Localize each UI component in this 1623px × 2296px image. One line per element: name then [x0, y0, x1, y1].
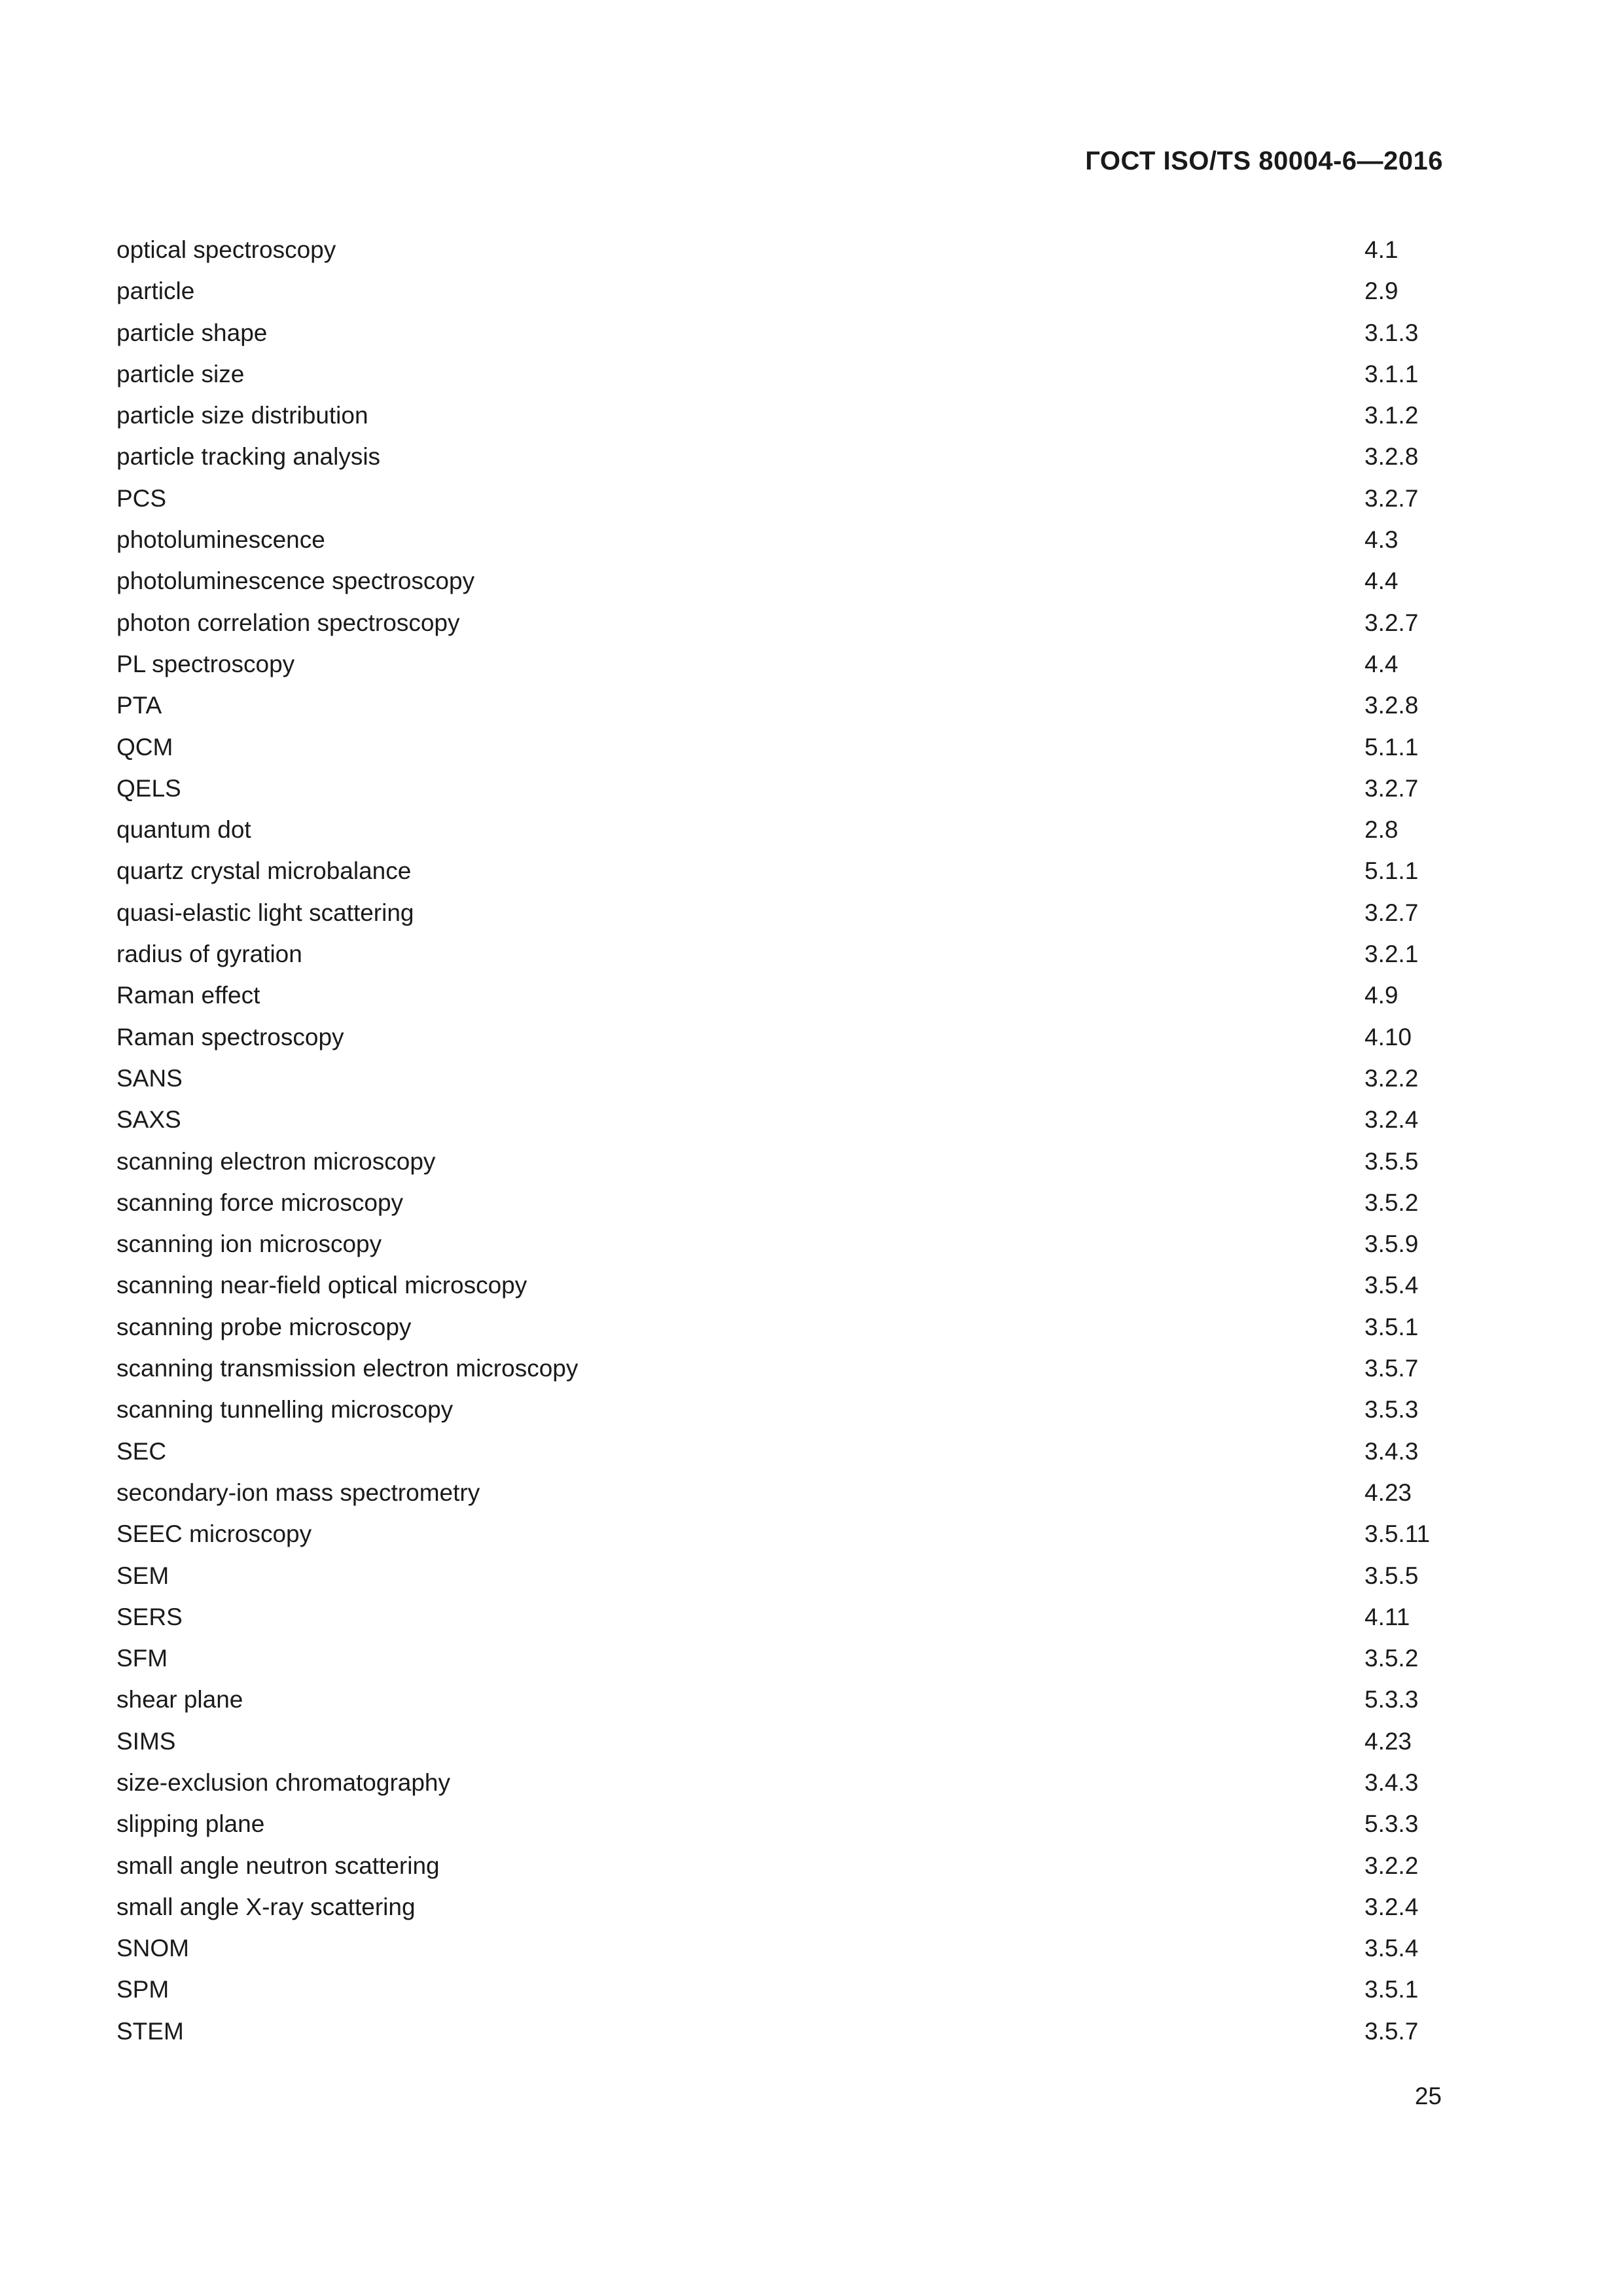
index-entry: [116, 731, 1445, 772]
index-section-ref: 4.4: [1364, 650, 1399, 677]
index-term: SEM: [116, 1562, 169, 1589]
index-section-ref: 4.23: [1364, 1727, 1412, 1755]
index-entry: [116, 1269, 1445, 1310]
index-term: scanning probe microscopy: [116, 1313, 412, 1340]
index-section-ref: 2.9: [1364, 278, 1399, 305]
index-section-ref: 2.8: [1364, 816, 1399, 844]
index-section-ref: 3.5.5: [1364, 1147, 1419, 1175]
standard-identifier-header: ГОСТ ISO/TS 80004-6—2016: [1085, 147, 1443, 175]
index-term: SERS: [116, 1603, 183, 1630]
index-entry: [116, 1062, 1445, 1103]
index-term: PCS: [116, 484, 167, 512]
index-section-ref: 3.2.7: [1364, 774, 1419, 802]
index-section-ref: 3.5.4: [1364, 1272, 1419, 1299]
index-term: SANS: [116, 1064, 183, 1092]
index-section-ref: 3.5.1: [1364, 1976, 1419, 2003]
index-entry: [116, 1021, 1445, 1062]
index-term: radius of gyration: [116, 941, 302, 968]
index-term: SNOM: [116, 1935, 189, 1962]
index-term: small angle neutron scattering: [116, 1852, 440, 1879]
index-entry: [116, 1683, 1445, 1725]
index-entry: [116, 440, 1445, 482]
index-entry: [116, 1850, 1445, 1891]
index-term: STEM: [116, 2017, 184, 2045]
index-term: SFM: [116, 1645, 168, 1672]
index-section-ref: 3.2.7: [1364, 609, 1419, 636]
index-entry: [116, 2015, 1445, 2056]
index-term: PTA: [116, 692, 162, 719]
index-section-ref: 3.5.2: [1364, 1645, 1419, 1672]
index-term: photoluminescence spectroscopy: [116, 567, 475, 595]
index-entry: [116, 1477, 1445, 1518]
index-entry: [116, 1601, 1445, 1642]
index-entry: [116, 482, 1445, 524]
index-entry: [116, 1187, 1445, 1228]
index-section-ref: 4.4: [1364, 567, 1399, 595]
index-entry: [116, 897, 1445, 938]
index-section-ref: 5.3.3: [1364, 1810, 1419, 1838]
index-section-ref: 4.23: [1364, 1479, 1412, 1506]
index-section-ref: 3.2.8: [1364, 692, 1419, 719]
index-term: secondary-ion mass spectrometry: [116, 1479, 480, 1506]
index-section-ref: 3.2.8: [1364, 443, 1419, 471]
index-term: scanning ion microscopy: [116, 1230, 382, 1258]
index-entry: [116, 1311, 1445, 1352]
index-entry: [116, 275, 1445, 316]
index-term: scanning transmission electron microscopy: [116, 1355, 579, 1382]
index-entry: [116, 399, 1445, 440]
index-term: particle size: [116, 360, 245, 387]
index-term: Raman spectroscopy: [116, 1023, 344, 1050]
index-section-ref: 4.3: [1364, 526, 1399, 554]
index-section-ref: 5.1.1: [1364, 857, 1419, 885]
index-term: photoluminescence: [116, 526, 325, 554]
index-section-ref: 4.9: [1364, 982, 1399, 1009]
index-entry: [116, 1808, 1445, 1849]
index-term: SIMS: [116, 1727, 176, 1755]
index-entry: [116, 1352, 1445, 1393]
index-section-ref: 5.3.3: [1364, 1686, 1419, 1713]
index-section-ref: 3.2.7: [1364, 899, 1419, 926]
index-entry: [116, 1560, 1445, 1601]
index-section-ref: 3.4.3: [1364, 1437, 1419, 1465]
index-entry: [116, 855, 1445, 896]
index-entry: [116, 1891, 1445, 1932]
index-section-ref: 3.2.4: [1364, 1106, 1419, 1134]
index-section-ref: 3.5.1: [1364, 1313, 1419, 1340]
index-term: optical spectroscopy: [116, 236, 336, 263]
index-entry: [116, 234, 1445, 275]
index-term: SEEC microscopy: [116, 1520, 312, 1548]
index-term: photon correlation spectroscopy: [116, 609, 460, 636]
index-term: scanning tunnelling microscopy: [116, 1396, 454, 1424]
index-entry: [116, 689, 1445, 730]
index-entry: [116, 1518, 1445, 1559]
index-entry: [116, 524, 1445, 565]
index-term: SPM: [116, 1976, 169, 2003]
index-term: quasi-elastic light scattering: [116, 899, 414, 926]
page-number: 25: [1414, 2083, 1442, 2109]
index-section-ref: 3.5.7: [1364, 2017, 1419, 2045]
index-section-ref: 3.2.2: [1364, 1064, 1419, 1092]
index-term: scanning near-field optical microscopy: [116, 1272, 527, 1299]
index-term: SAXS: [116, 1106, 181, 1134]
index-section-ref: 3.1.2: [1364, 402, 1419, 429]
index-term: small angle X-ray scattering: [116, 1893, 416, 1920]
index-section-ref: 3.5.4: [1364, 1935, 1419, 1962]
index-section-ref: 3.2.4: [1364, 1893, 1419, 1920]
index-entry: [116, 814, 1445, 855]
index-entry: [116, 1725, 1445, 1767]
index-entry: [116, 1393, 1445, 1435]
index-section-ref: 3.4.3: [1364, 1768, 1419, 1796]
index-term: QCM: [116, 733, 173, 761]
index-term: particle tracking analysis: [116, 443, 381, 471]
index-section-ref: 3.5.9: [1364, 1230, 1419, 1258]
index-entry: [116, 1228, 1445, 1269]
index-term: particle shape: [116, 319, 268, 346]
index-section-ref: 3.5.3: [1364, 1396, 1419, 1424]
index-term: particle size distribution: [116, 402, 368, 429]
index-term: particle: [116, 278, 195, 305]
index-section-ref: 4.1: [1364, 236, 1399, 263]
index-section-ref: 3.2.1: [1364, 941, 1419, 968]
index-term: scanning electron microscopy: [116, 1147, 436, 1175]
index-entry: [116, 648, 1445, 689]
index-section-ref: 3.1.1: [1364, 360, 1419, 387]
index-term: QELS: [116, 774, 181, 802]
index-section-ref: 3.5.11: [1364, 1520, 1431, 1548]
index-term: SEC: [116, 1437, 167, 1465]
index-term: scanning force microscopy: [116, 1189, 404, 1216]
index-entry: [116, 358, 1445, 399]
index-entry: [116, 1932, 1445, 1973]
index-section-ref: 3.5.5: [1364, 1562, 1419, 1589]
index-entry: [116, 1767, 1445, 1808]
index-term: shear plane: [116, 1686, 243, 1713]
index-entry: [116, 317, 1445, 358]
index-section-ref: 3.2.2: [1364, 1852, 1419, 1879]
index-section-ref: 3.5.2: [1364, 1189, 1419, 1216]
index-section-ref: 3.2.7: [1364, 484, 1419, 512]
index-entry: [116, 565, 1445, 606]
index-term: PL spectroscopy: [116, 650, 295, 677]
index-term: slipping plane: [116, 1810, 265, 1838]
index-term: size-exclusion chromatography: [116, 1768, 451, 1796]
index-entry: [116, 772, 1445, 814]
index-section-ref: 3.5.7: [1364, 1355, 1419, 1382]
index-entry: [116, 1435, 1445, 1477]
index-entry: [116, 1642, 1445, 1683]
index-term: quartz crystal microbalance: [116, 857, 412, 885]
index-entry: [116, 979, 1445, 1020]
index-entry: [116, 1103, 1445, 1145]
index-entry: [116, 1145, 1445, 1187]
alphabetical-term-index: [116, 234, 1445, 2056]
index-term: Raman effect: [116, 982, 260, 1009]
index-entry: [116, 938, 1445, 979]
index-term: quantum dot: [116, 816, 251, 844]
index-section-ref: 4.11: [1364, 1603, 1410, 1630]
index-section-ref: 5.1.1: [1364, 733, 1419, 761]
index-entry: [116, 1973, 1445, 2015]
index-section-ref: 4.10: [1364, 1023, 1412, 1050]
index-section-ref: 3.1.3: [1364, 319, 1419, 346]
index-entry: [116, 607, 1445, 648]
